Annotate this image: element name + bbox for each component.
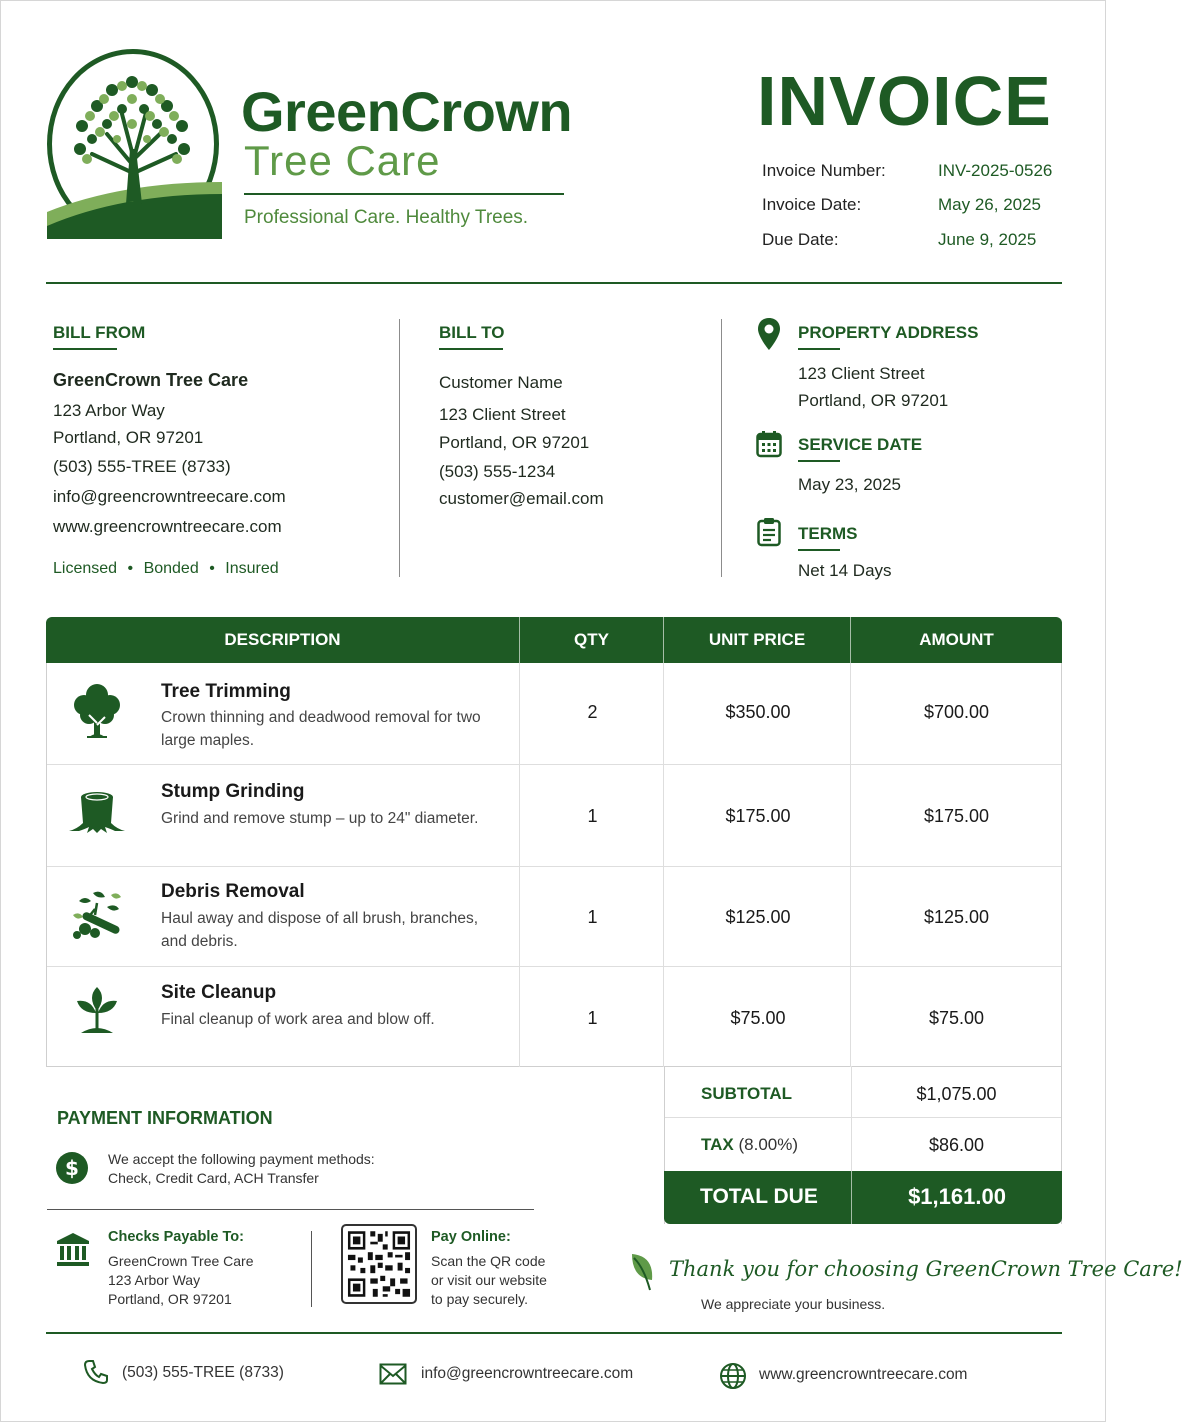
item-description: Haul away and dispose of all brush, branches, and debris. bbox=[161, 910, 479, 950]
thank-you-message: Thank you for choosing GreenCrown Tree Care! bbox=[669, 1257, 1183, 1281]
total-due-value: $1,161.00 bbox=[908, 1184, 1006, 1209]
item-description: Crown thinning and deadwood removal for two large maples. bbox=[161, 709, 481, 749]
tax-rate: (8.00%) bbox=[738, 1135, 799, 1154]
pay-online-heading: Pay Online: bbox=[431, 1229, 511, 1245]
tax-label-text: TAX bbox=[701, 1135, 734, 1154]
bill-from-city: Portland, OR 97201 bbox=[53, 428, 204, 447]
property-heading: PROPERTY ADDRESS bbox=[798, 323, 979, 342]
checks-name: GreenCrown Tree Care bbox=[108, 1253, 254, 1269]
item-qty: 1 bbox=[587, 806, 598, 826]
footer-website[interactable]: www.greencrowntreecare.com bbox=[759, 1366, 968, 1383]
service-date-underline bbox=[798, 460, 840, 462]
bill-to-street: 123 Client Street bbox=[439, 405, 566, 424]
column-divider-1 bbox=[399, 319, 400, 577]
item-unit-price: $175.00 bbox=[725, 806, 791, 826]
due-date: June 9, 2025 bbox=[938, 230, 1037, 249]
tree-icon bbox=[67, 681, 127, 741]
terms-value: Net 14 Days bbox=[798, 561, 892, 580]
stump-icon bbox=[67, 785, 127, 845]
pay-online-line-1: Scan the QR code bbox=[431, 1253, 546, 1269]
accept-line-2: Check, Credit Card, ACH Transfer bbox=[108, 1170, 319, 1186]
item-amount: $75.00 bbox=[928, 1008, 985, 1028]
column-divider-2 bbox=[721, 319, 722, 577]
envelope-icon bbox=[379, 1363, 407, 1385]
bill-from-underline bbox=[53, 348, 117, 350]
payment-divider bbox=[47, 1209, 534, 1210]
header-amount: AMOUNT bbox=[919, 630, 994, 649]
pay-online-line-3: to pay securely. bbox=[431, 1291, 529, 1307]
accept-line-1: We accept the following payment methods: bbox=[108, 1151, 375, 1167]
totals-box bbox=[664, 1066, 1062, 1224]
header-description: DESCRIPTION bbox=[224, 630, 341, 649]
subtotal-value: $1,075.00 bbox=[916, 1084, 997, 1104]
item-title: Stump Grinding bbox=[161, 781, 305, 802]
company-logo bbox=[47, 49, 219, 239]
item-qty: 2 bbox=[587, 702, 598, 722]
invoice-number: INV-2025-0526 bbox=[938, 161, 1053, 180]
brand-tagline: Professional Care. Healthy Trees. bbox=[244, 207, 529, 228]
badge-insured: Insured bbox=[225, 560, 279, 577]
qr-code-icon bbox=[343, 1226, 415, 1302]
checks-street: 123 Arbor Way bbox=[108, 1272, 201, 1288]
invoice-date: May 26, 2025 bbox=[938, 195, 1042, 214]
table-row bbox=[47, 663, 1061, 765]
property-city: Portland, OR 97201 bbox=[798, 391, 949, 410]
table-row bbox=[47, 967, 1061, 1066]
leaf-icon bbox=[628, 1250, 658, 1292]
bank-icon bbox=[56, 1232, 90, 1268]
invoice-number-label: Invoice Number: bbox=[762, 161, 886, 180]
header-qty: QTY bbox=[574, 630, 609, 649]
checks-city: Portland, OR 97201 bbox=[108, 1291, 232, 1307]
item-title: Debris Removal bbox=[161, 881, 305, 902]
table-row bbox=[47, 867, 1061, 967]
item-unit-price: $75.00 bbox=[730, 1008, 786, 1028]
bill-to-city: Portland, OR 97201 bbox=[439, 433, 590, 452]
total-due-bar bbox=[664, 1171, 1062, 1224]
debris-icon bbox=[67, 885, 127, 945]
item-qty: 1 bbox=[587, 907, 598, 927]
calendar-icon bbox=[756, 430, 782, 458]
bill-from-website[interactable]: www.greencrowntreecare.com bbox=[53, 517, 282, 536]
badge-bonded: Bonded bbox=[143, 560, 199, 577]
bill-to-phone: (503) 555-1234 bbox=[439, 462, 556, 481]
terms-underline bbox=[798, 549, 840, 551]
brand-subname: Tree Care bbox=[244, 137, 441, 184]
footer-email[interactable]: info@greencrowntreecare.com bbox=[421, 1365, 634, 1382]
bill-from-name: GreenCrown Tree Care bbox=[53, 370, 249, 390]
footer-divider bbox=[46, 1332, 1062, 1334]
item-amount: $125.00 bbox=[923, 907, 990, 927]
item-title: Site Cleanup bbox=[161, 982, 277, 1003]
sprout-icon bbox=[67, 983, 127, 1043]
item-amount: $175.00 bbox=[923, 806, 990, 826]
item-qty: 1 bbox=[587, 1008, 598, 1028]
table-body bbox=[46, 663, 1062, 1067]
item-unit-price: $350.00 bbox=[725, 702, 791, 722]
property-underline bbox=[798, 348, 840, 350]
tax-value: $86.00 bbox=[928, 1135, 985, 1155]
item-amount: $700.00 bbox=[923, 702, 990, 722]
qr-code[interactable] bbox=[341, 1224, 417, 1304]
bill-from-email[interactable]: info@greencrowntreecare.com bbox=[53, 487, 286, 506]
map-pin-icon bbox=[757, 317, 781, 351]
phone-icon bbox=[83, 1359, 109, 1385]
bill-to-underline bbox=[439, 348, 503, 350]
svg-text:$: $ bbox=[65, 1156, 79, 1180]
item-description: Grind and remove stump – up to 24" diameter. bbox=[161, 810, 479, 827]
bill-from-phone: (503) 555-TREE (8733) bbox=[53, 457, 231, 476]
total-due-label: TOTAL DUE bbox=[700, 1185, 818, 1208]
bill-from-street: 123 Arbor Way bbox=[53, 401, 165, 420]
brand-divider bbox=[244, 193, 564, 195]
subtotal-label: SUBTOTAL bbox=[701, 1084, 792, 1103]
item-title: Tree Trimming bbox=[161, 681, 291, 702]
terms-heading: TERMS bbox=[798, 524, 858, 543]
clipboard-icon bbox=[757, 517, 781, 547]
service-date: May 23, 2025 bbox=[798, 475, 902, 494]
due-date-label: Due Date: bbox=[762, 230, 839, 249]
payment-heading: PAYMENT INFORMATION bbox=[57, 1108, 273, 1128]
brand-name: GreenCrown bbox=[241, 80, 573, 143]
bill-to-email[interactable]: customer@email.com bbox=[439, 489, 604, 508]
bill-to-name: Customer Name bbox=[439, 373, 563, 392]
checks-heading: Checks Payable To: bbox=[108, 1229, 244, 1245]
item-unit-price: $125.00 bbox=[725, 907, 791, 927]
thank-you-sub: We appreciate your business. bbox=[701, 1296, 886, 1312]
invoice-date-label: Invoice Date: bbox=[762, 195, 862, 214]
tree-logo-icon bbox=[52, 54, 214, 234]
header-unit-price: UNIT PRICE bbox=[708, 630, 806, 649]
credentials-badges: Licensed • Bonded • Insured bbox=[53, 560, 279, 577]
pay-online-line-2: or visit our website bbox=[431, 1272, 547, 1288]
globe-icon bbox=[719, 1362, 747, 1390]
table-header bbox=[46, 617, 1062, 663]
bill-to-heading: BILL TO bbox=[439, 323, 505, 342]
table-row bbox=[47, 765, 1061, 867]
bill-from-heading: BILL FROM bbox=[53, 323, 146, 342]
item-description: Final cleanup of work area and blow off. bbox=[161, 1011, 435, 1028]
payment-column-divider bbox=[311, 1231, 312, 1307]
property-street: 123 Client Street bbox=[798, 364, 925, 383]
invoice-title: INVOICE bbox=[757, 62, 1052, 140]
footer-phone[interactable]: (503) 555-TREE (8733) bbox=[122, 1364, 284, 1381]
header-divider bbox=[46, 282, 1062, 284]
service-date-heading: SERVICE DATE bbox=[798, 435, 923, 454]
dollar-icon bbox=[56, 1152, 88, 1184]
tax-label bbox=[701, 1135, 798, 1155]
badge-licensed: Licensed bbox=[53, 560, 118, 577]
